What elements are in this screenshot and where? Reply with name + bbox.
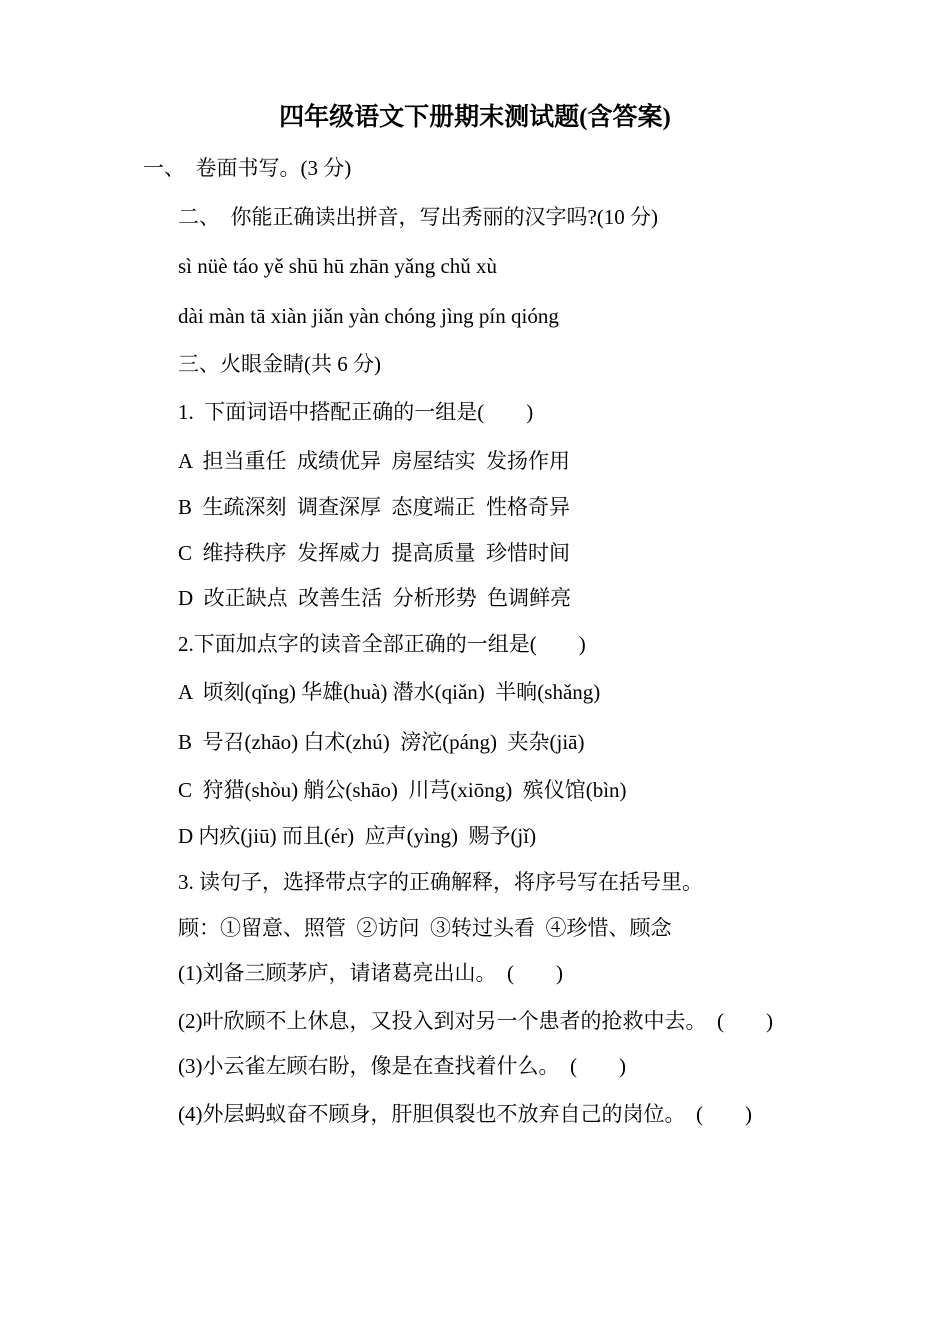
question-3-stem: 3. 读句子，选择带点字的正确解释，将序号写在括号里。 <box>178 870 703 894</box>
question-1-option-d: D 改正缺点 改善生活 分析形势 色调鲜亮 <box>178 586 572 610</box>
page-title: 四年级语文下册期末测试题(含答案) <box>279 104 671 131</box>
question-1-option-c: C 维持秩序 发挥威力 提高质量 珍惜时间 <box>178 541 571 565</box>
question-3-sentence-4: (4)外层蚂蚁奋不顾身，肝胆俱裂也不放弃自己的岗位。 ( ) <box>178 1102 752 1126</box>
question-2-option-b: B 号召(zhāo) 白术(zhú) 滂沱(páng) 夹杂(jiā) <box>178 730 585 754</box>
question-2-option-c: C 狩猎(shòu) 艄公(shāo) 川芎(xiōng) 殡仪馆(bìn) <box>178 778 627 802</box>
question-3-sentence-3: (3)小云雀左顾右盼，像是在查找着什么。 ( ) <box>178 1054 626 1078</box>
section-1-heading: 一、 卷面书写。(3 分) <box>143 156 352 180</box>
question-3-meanings: 顾：①留意、照管 ②访问 ③转过头看 ④珍惜、顾念 <box>178 916 672 940</box>
pinyin-line-1: sì nüè táo yě shū hū zhān yǎng chǔ xù <box>178 254 498 278</box>
section-2-heading: 二、 你能正确读出拼音，写出秀丽的汉字吗?(10 分) <box>178 205 659 229</box>
question-3-sentence-2: (2)叶欣顾不上休息，又投入到对另一个患者的抢救中去。 ( ) <box>178 1009 773 1033</box>
question-1-option-b: B 生疏深刻 调查深厚 态度端正 性格奇异 <box>178 495 571 519</box>
section-3-heading: 三、火眼金睛(共 6 分) <box>178 352 381 376</box>
question-2-option-a: A 顷刻(qǐng) 华雄(huà) 潜水(qiǎn) 半晌(shǎng) <box>178 680 601 704</box>
question-2-stem: 2.下面加点字的读音全部正确的一组是( ) <box>178 632 586 656</box>
question-2-option-d: D 内疚(jiū) 而且(ér) 应声(yìng) 赐予(jǐ) <box>178 824 537 848</box>
pinyin-line-2: dài màn tā xiàn jiǎn yàn chóng jìng pín qióng <box>178 304 559 328</box>
question-1-stem: 1. 下面词语中搭配正确的一组是( ) <box>178 400 534 424</box>
question-3-sentence-1: (1)刘备三顾茅庐，请诸葛亮出山。 ( ) <box>178 961 563 985</box>
question-1-option-a: A 担当重任 成绩优异 房屋结实 发扬作用 <box>178 449 571 473</box>
